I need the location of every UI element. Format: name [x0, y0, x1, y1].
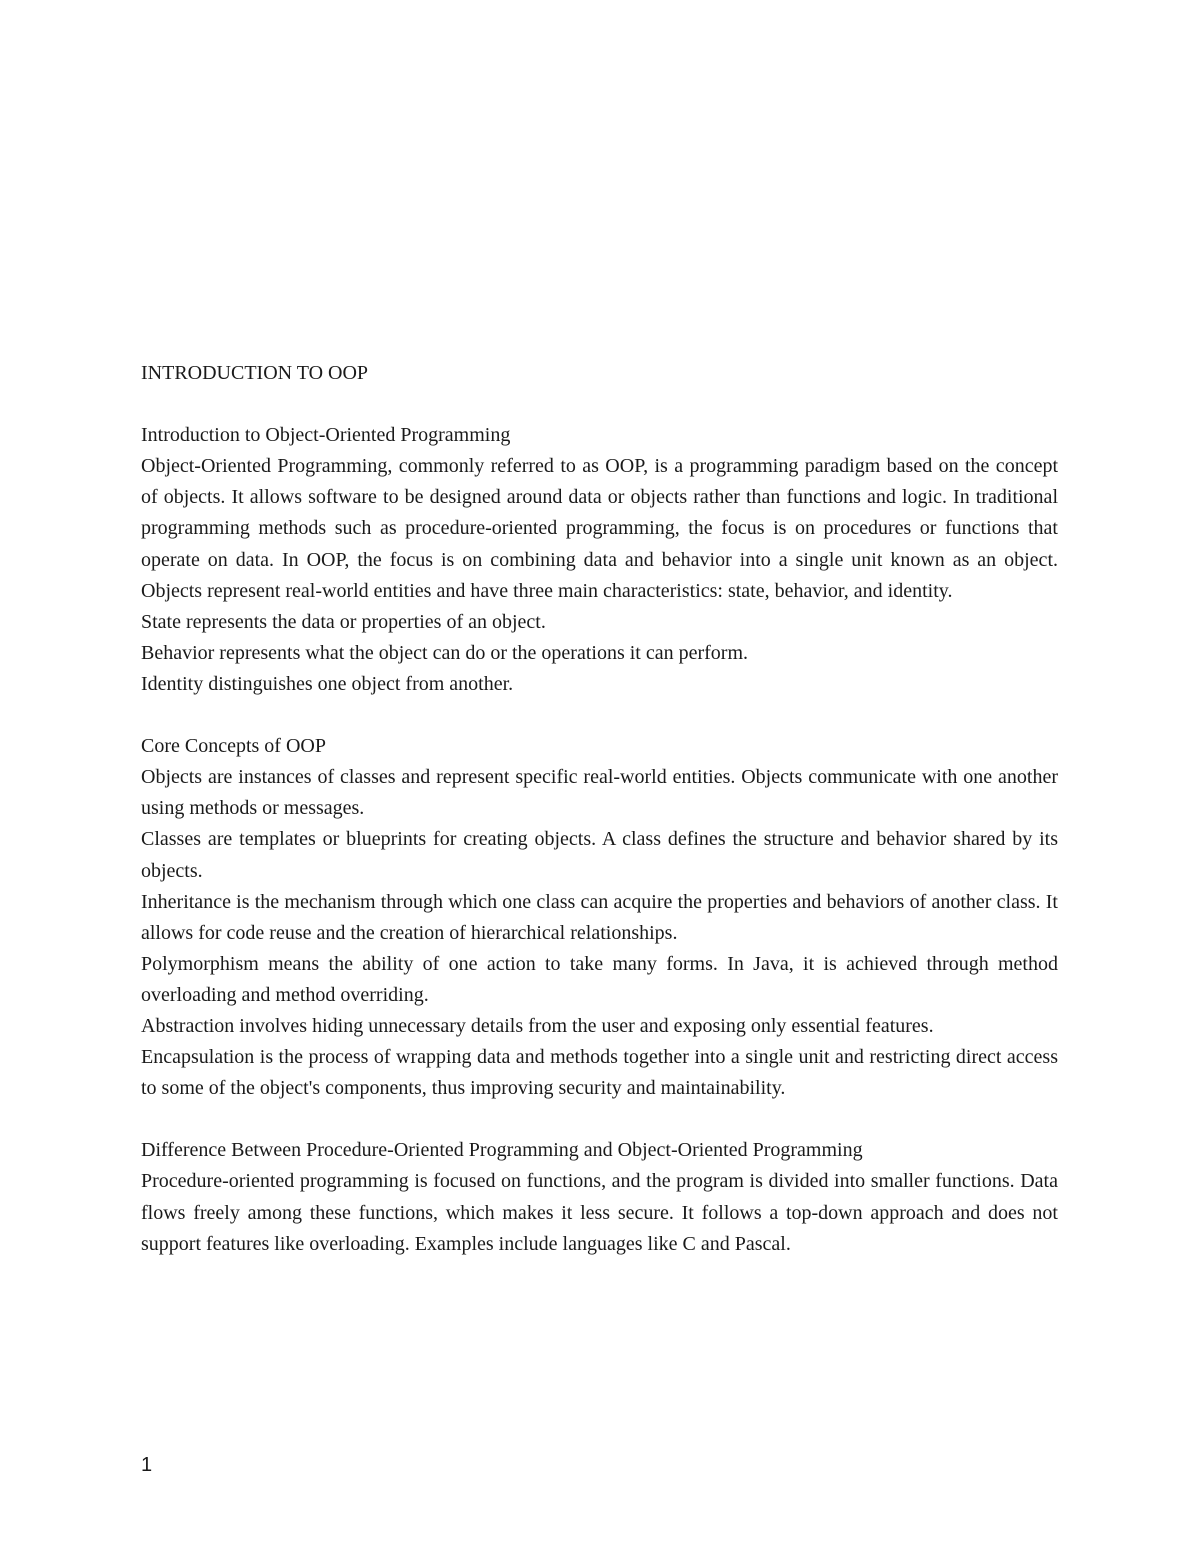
document-title: INTRODUCTION TO OOP	[141, 362, 369, 384]
core-paragraph-encapsulation: Encapsulation is the process of wrapping data and methods together into a single unit and restricting direct access to some of the object's components, thus improving security and maintainability.	[141, 1046, 1058, 1100]
difference-paragraph: Procedure-oriented programming is focused on functions, and the program is divided into smaller functions. Data flows freely among these functions, which makes it less secure. It follows a top-down approach and does not support features like overloading. Examples include languages like C and Pascal.	[141, 1170, 1058, 1255]
section-heading-introduction: Introduction to Object-Oriented Programming	[141, 424, 511, 447]
section-heading-difference: Difference Between Procedure-Oriented Programming and Object-Oriented Programming	[141, 1139, 863, 1162]
spacer	[141, 389, 1058, 420]
intro-line-behavior: Behavior represents what the object can do or the operations it can perform.	[141, 641, 749, 664]
spacer	[141, 1104, 1058, 1135]
intro-line-state: State represents the data or properties of an object.	[141, 610, 546, 633]
section-heading-core-concepts: Core Concepts of OOP	[141, 735, 326, 758]
core-paragraph-objects: Objects are instances of classes and represent specific real-world entities. Objects communicate with one another using methods or messages.	[141, 766, 1058, 820]
spacer	[141, 700, 1058, 731]
intro-line-identity: Identity distinguishes one object from another.	[141, 672, 514, 695]
intro-paragraph: Object-Oriented Programming, commonly referred to as OOP, is a programming paradigm based on the concept of objects. It allows software to be designed around data or objects rather than functions and logic. In traditional programming methods such as procedure-oriented programming, the focus is on procedures or functions that operate on data. In OOP, the focus is on combining data and behavior into a single unit known as an object. Objects represent real-world entities and have three main characteristics: state, behavior, and identity.	[141, 455, 1058, 602]
core-paragraph-abstraction: Abstraction involves hiding unnecessary details from the user and exposing only essential features.	[141, 1014, 934, 1037]
page-number: 1	[141, 1454, 153, 1476]
core-paragraph-polymorphism: Polymorphism means the ability of one action to take many forms. In Java, it is achieved through method overloading and method overriding.	[141, 952, 1058, 1006]
core-paragraph-classes: Classes are templates or blueprints for creating objects. A class defines the structure and behavior shared by its objects.	[141, 828, 1058, 882]
page-content	[141, 358, 1058, 1260]
core-paragraph-inheritance: Inheritance is the mechanism through which one class can acquire the properties and behaviors of another class. It allows for code reuse and the creation of hierarchical relationships.	[141, 890, 1058, 944]
